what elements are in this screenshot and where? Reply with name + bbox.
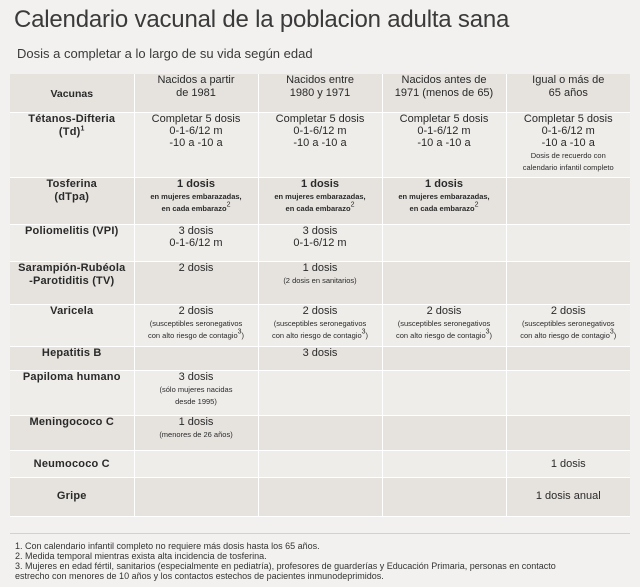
dose-cell [382,177,506,224]
footnote: estrecho con menores de 10 años y los contactos estechos de pacientes inmunodeprimidos. [15,571,384,581]
dose-cell-empty [258,370,382,415]
dose-cell [258,112,382,177]
dose-note: (susceptibles seronegativos [149,318,243,328]
dose-note: en mujeres embarazadas, [274,191,366,201]
dose-note: (2 dosis en sanitarios) [283,275,357,285]
notes-divider [10,533,630,534]
dose-cell [258,346,382,370]
footnote-ref: 3 [237,327,242,335]
dose-cell-empty [258,477,382,516]
dose-text: -10 a -10 a [293,136,347,149]
dose-text: 2 dosis [178,261,214,274]
header-col-1981 [134,74,258,112]
dose-cell-empty [258,450,382,477]
dose-text: 0-1-6/12 m [169,236,223,249]
vaccine-name [10,177,134,224]
vaccine-name [10,415,134,450]
dose-text: 3 dosis [302,346,338,359]
table-row [10,415,630,450]
header-col-before-1971 [382,74,506,112]
dose-cell-empty [134,450,258,477]
dose-text: 0-1-6/12 m [293,236,347,249]
dose-text: Completar 5 dosis [151,112,241,125]
vaccine-name [10,450,134,477]
dose-cell-empty [382,346,506,370]
vaccine-name [10,304,134,346]
dose-cell [134,224,258,261]
table-header-row [10,74,630,112]
dose-text: Completar 5 dosis [399,112,489,125]
vaccine-name-line: (dTpa) [54,190,90,203]
header-line: Nacidos entre [286,74,354,86]
table-row [10,370,630,415]
table-row [10,261,630,304]
vaccine-name-line: Papiloma humano [22,370,121,383]
dose-text: Completar 5 dosis [275,112,365,125]
dose-cell [134,112,258,177]
dose-note: con alto riesgo de contagio [520,330,610,340]
dose-cell-empty [134,346,258,370]
dose-note: en cada embarazo [285,203,351,213]
dose-cell-empty [382,415,506,450]
dose-text: 1 dosis [301,177,339,190]
vaccine-name-line: Gripe [56,489,87,502]
vaccine-name [10,346,134,370]
header-line: Igual o más de [532,74,605,86]
vaccine-table [10,74,630,517]
footnote-ref: 2 [226,200,231,208]
footnote: 2. Medida temporal mientras exista alta incidencia de tosferina. [15,551,267,561]
header-line: Nacidos antes de [401,74,487,86]
dose-cell-empty [506,370,630,415]
dose-note: Dosis de recuerdo con [530,150,606,160]
vaccine-name-line: Tosferina [46,177,97,190]
dose-note: (menores de 26 años) [159,429,233,439]
dose-cell-empty [506,415,630,450]
dose-cell [258,261,382,304]
footnote: 3. Mujeres en edad fértil, sanitarios (especialmente en pediatría), profesores de guarderías y Educación Primaria, personas en contacto [15,561,556,571]
table-row [10,450,630,477]
table-row [10,304,630,346]
dose-note: con alto riesgo de contagio [147,330,238,340]
vaccine-name-line: (Td) [58,125,81,138]
dose-cell-empty [506,261,630,304]
vaccine-name-line: Meningococo C [29,415,114,428]
dose-text: 2 dosis [550,304,586,317]
footnote-ref: 3 [609,327,614,335]
dose-text: 2 dosis [302,304,338,317]
footnote-ref: 2 [350,200,355,208]
table-row [10,346,630,370]
dose-note: (susceptibles seronegativos [273,318,367,328]
dose-note: con alto riesgo de contagio [271,330,362,340]
dose-note: en cada embarazo [161,203,227,213]
dose-cell-empty [506,346,630,370]
dose-text: 0-1-6/12 m [541,124,595,137]
vaccine-name-line: Neumococo C [33,457,110,470]
dose-text: 0-1-6/12 m [417,124,471,137]
dose-cell-empty [382,450,506,477]
table-row [10,177,630,224]
dose-cell [258,304,382,346]
dose-text: -10 a -10 a [417,136,471,149]
dose-note: (susceptibles seronegativos [521,318,615,328]
vaccine-name-line: Hepatitis B [41,346,102,359]
table-row [10,112,630,177]
dose-text: -10 a -10 a [169,136,223,149]
vaccine-name-line: Varicela [50,304,94,317]
dose-note: ) [241,330,245,340]
header-line: 1980 y 1971 [289,87,351,99]
dose-cell [134,370,258,415]
dose-text: 1 dosis [302,261,338,274]
dose-text: 3 dosis [302,224,338,237]
dose-note: (susceptibles seronegativos [397,318,491,328]
dose-note: ) [613,330,617,340]
header-line: Nacidos a partir [157,74,235,86]
dose-cell [134,304,258,346]
dose-note: con alto riesgo de contagio [395,330,486,340]
dose-note: en mujeres embarazadas, [150,191,242,201]
dose-text: 1 dosis [550,457,586,470]
dose-text: 3 dosis [178,370,214,383]
table-row [10,224,630,261]
dose-cell-empty [382,477,506,516]
dose-note: en mujeres embarazadas, [398,191,490,201]
dose-cell-empty [506,177,630,224]
dose-cell [506,112,630,177]
dose-text: 0-1-6/12 m [293,124,347,137]
dose-cell [258,177,382,224]
dose-text: -10 a -10 a [541,136,595,149]
dose-text: 1 dosis [178,415,214,428]
dose-note: (sólo mujeres nacidas [159,384,233,394]
dose-cell-empty [258,415,382,450]
dose-cell-empty [134,477,258,516]
vaccine-name-line: -Parotiditis (TV) [29,274,115,287]
dose-cell-empty [382,370,506,415]
dose-note: desde 1995) [175,396,217,406]
vaccine-name [10,261,134,304]
header-line: de 1981 [176,87,216,99]
header-vacunas: Vacunas [10,74,134,112]
vaccine-name [10,370,134,415]
footnote: 1. Con calendario infantil completo no requiere más dosis hasta los 65 años. [15,541,320,551]
dose-cell [134,177,258,224]
footnote-ref: 3 [361,327,366,335]
dose-cell [382,304,506,346]
header-line: 65 años [548,87,588,99]
dose-note: en cada embarazo [409,203,475,213]
dose-cell [134,415,258,450]
dose-cell [382,112,506,177]
header-line: 1971 (menos de 65) [394,87,494,99]
vaccine-name [10,224,134,261]
dose-text: 1 dosis [425,177,463,190]
dose-cell-empty [382,224,506,261]
footnote-ref: 2 [474,200,479,208]
dose-text: Completar 5 dosis [523,112,613,125]
footnotes [15,541,630,581]
dose-text: 0-1-6/12 m [169,124,223,137]
dose-note: calendario infantil completo [522,162,614,172]
page-subtitle: Dosis a completar a lo largo de su vida según edad [17,46,313,61]
dose-note: ) [489,330,493,340]
dose-cell [506,477,630,516]
dose-cell-empty [506,224,630,261]
dose-note: ) [365,330,369,340]
vaccine-name-line: Poliomelitis (VPI) [25,224,119,237]
dose-cell-empty [382,261,506,304]
dose-text: 2 dosis [426,304,462,317]
dose-cell [134,261,258,304]
dose-cell [258,224,382,261]
vaccine-name [10,477,134,516]
dose-text: 2 dosis [178,304,214,317]
vaccine-name [10,112,134,177]
header-col-1980-1971 [258,74,382,112]
page-title: Calendario vacunal de la poblacion adulta sana [14,6,510,33]
vaccine-name-line: Sarampión-Rubéola [18,261,126,274]
footnote-ref: 3 [485,327,490,335]
dose-text: 1 dosis [177,177,215,190]
footnote-ref: 1 [80,124,85,132]
dose-cell [506,304,630,346]
vaccine-name-line: Tétanos-Difteria [28,112,116,125]
table-row [10,477,630,516]
dose-text: 1 dosis anual [535,489,601,502]
dose-cell [506,450,630,477]
dose-text: 3 dosis [178,224,214,237]
header-col-65-plus [506,74,630,112]
